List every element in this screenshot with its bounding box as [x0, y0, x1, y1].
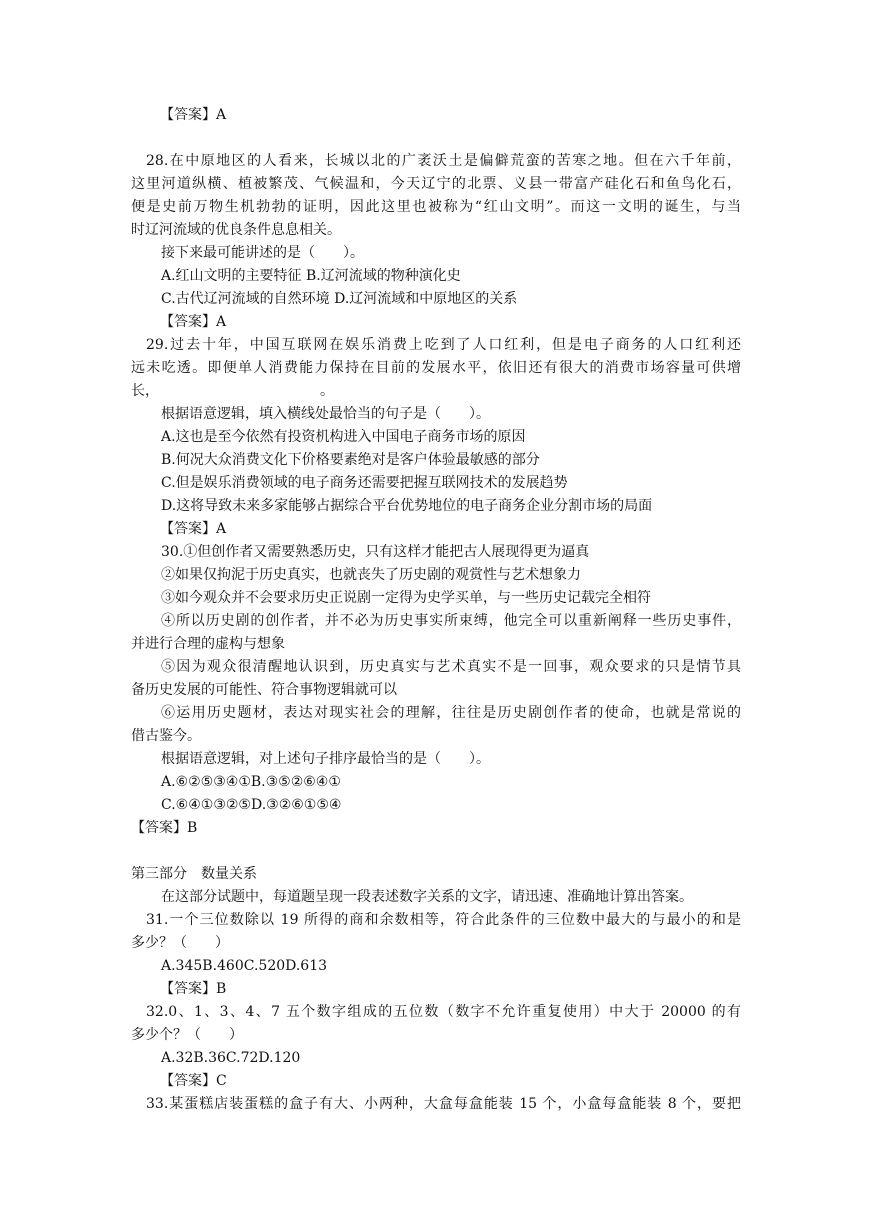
q29-stem-line: 长， 。 [131, 383, 334, 399]
q29-option: B.何况大众消费文化下价格要素绝对是客户体验最敏感的部分 [161, 452, 540, 468]
q30-line: ⑥运用历史题材，表达对现实社会的理解，往往是历史剧创作者的使命，也就是常说的 [161, 705, 741, 721]
q32-options: A.32B.36C.72D.120 [161, 1050, 301, 1066]
section-intro: 在这部分试题中，每道题呈现一段表述数字关系的文字，请迅速、准确地计算出答案。 [161, 889, 693, 905]
q30-prompt: 根据语意逻辑，对上述句子排序最恰当的是（ ）。 [161, 751, 490, 767]
q30-line: 并进行合理的虚构与想象 [131, 636, 285, 652]
q28-options-line: A.红山文明的主要特征 B.辽河流域的物种演化史 [161, 268, 461, 284]
q32-stem-line: 多少个？（ ） [131, 1027, 243, 1043]
q28-stem-line: 时辽河流域的优良条件息息相关。 [131, 222, 341, 238]
q29-stem-line: 远未吃透。即便单人消费能力保持在目前的发展水平，依旧还有很大的消费市场容量可供增 [131, 360, 741, 376]
q29-answer: 【答案】A [160, 521, 227, 537]
q30-options-line: C.⑥④①③②⑤D.③②⑥①⑤④ [161, 797, 342, 813]
q28-stem-line: 这里河道纵横、植被繁茂、气候温和，今天辽宁的北票、义县一带富产硅化石和鱼鸟化石， [131, 176, 741, 192]
q32-answer: 【答案】C [160, 1073, 227, 1089]
q30-options-line: A.⑥②⑤③④①B.③⑤②⑥④① [161, 774, 341, 790]
q30-line: ③如今观众并不会要求历史正说剧一定得为史学买单，与一些历史记载完全相符 [161, 590, 651, 606]
q28-options-line: C.古代辽河流域的自然环境 D.辽河流域和中原地区的关系 [161, 291, 518, 307]
q28-answer: 【答案】A [160, 314, 227, 330]
q29-stem-line: 29.过去十年，中国互联网在娱乐消费上吃到了人口红利，但是电子商务的人口红利还 [146, 337, 741, 353]
q28-stem-line: 便是史前万物生机勃勃的证明，因此这里也被称为“红山文明”。而这一文明的诞生，与当 [131, 199, 741, 215]
q29-option: D.这将导致未来多家能够占据综合平台优势地位的电子商务企业分割市场的局面 [161, 498, 653, 514]
q30-line: ②如果仅拘泥于历史真实，也就丧失了历史剧的观赏性与艺术想象力 [161, 567, 581, 583]
q32-stem-line: 32.0、1、3、4、7 五个数字组成的五位数（数字不允许重复使用）中大于 20000 的有 [146, 1004, 741, 1020]
q30-line: 借古鉴今。 [131, 728, 201, 744]
q28-prompt: 接下来最可能讲述的是（ ）。 [161, 245, 364, 261]
q29-prompt: 根据语意逻辑，填入横线处最恰当的句子是（ ）。 [161, 406, 490, 422]
section-heading: 第三部分 数量关系 [131, 866, 257, 882]
q30-line: ④所以历史剧的创作者，并不必为历史事实所束缚，他完全可以重新阐释一些历史事件， [161, 613, 741, 629]
q28-stem-line: 28.在中原地区的人看来，长城以北的广袤沃土是偏僻荒蛮的苦寒之地。但在六千年前， [146, 153, 741, 169]
q30-line: 30.①但创作者又需要熟悉历史，只有这样才能把古人展现得更为逼真 [161, 544, 590, 560]
q27-answer: 【答案】A [160, 107, 227, 123]
q33-stem-line: 33.某蛋糕店装蛋糕的盒子有大、小两种，大盒每盒能装 15 个，小盒每盒能装 8 个，要把 [146, 1096, 741, 1112]
q31-stem-line: 31.一个三位数除以 19 所得的商和余数相等，符合此条件的三位数中最大的与最小的和是 [146, 912, 741, 928]
q30-answer: 【答案】B [131, 820, 198, 836]
q29-option: C.但是娱乐消费领域的电子商务还需要把握互联网技术的发展趋势 [161, 475, 568, 491]
q31-stem-line: 多少？（ ） [131, 935, 229, 951]
q31-options: A.345B.460C.520D.613 [161, 958, 328, 974]
q30-line: ⑤因为观众很清醒地认识到，历史真实与艺术真实不是一回事，观众要求的只是情节具 [161, 659, 741, 675]
q29-option: A.这也是至今依然有投资机构进入中国电子商务市场的原因 [161, 429, 526, 445]
q30-line: 备历史发展的可能性、符合事物逻辑就可以 [131, 682, 397, 698]
q31-answer: 【答案】B [160, 981, 227, 997]
